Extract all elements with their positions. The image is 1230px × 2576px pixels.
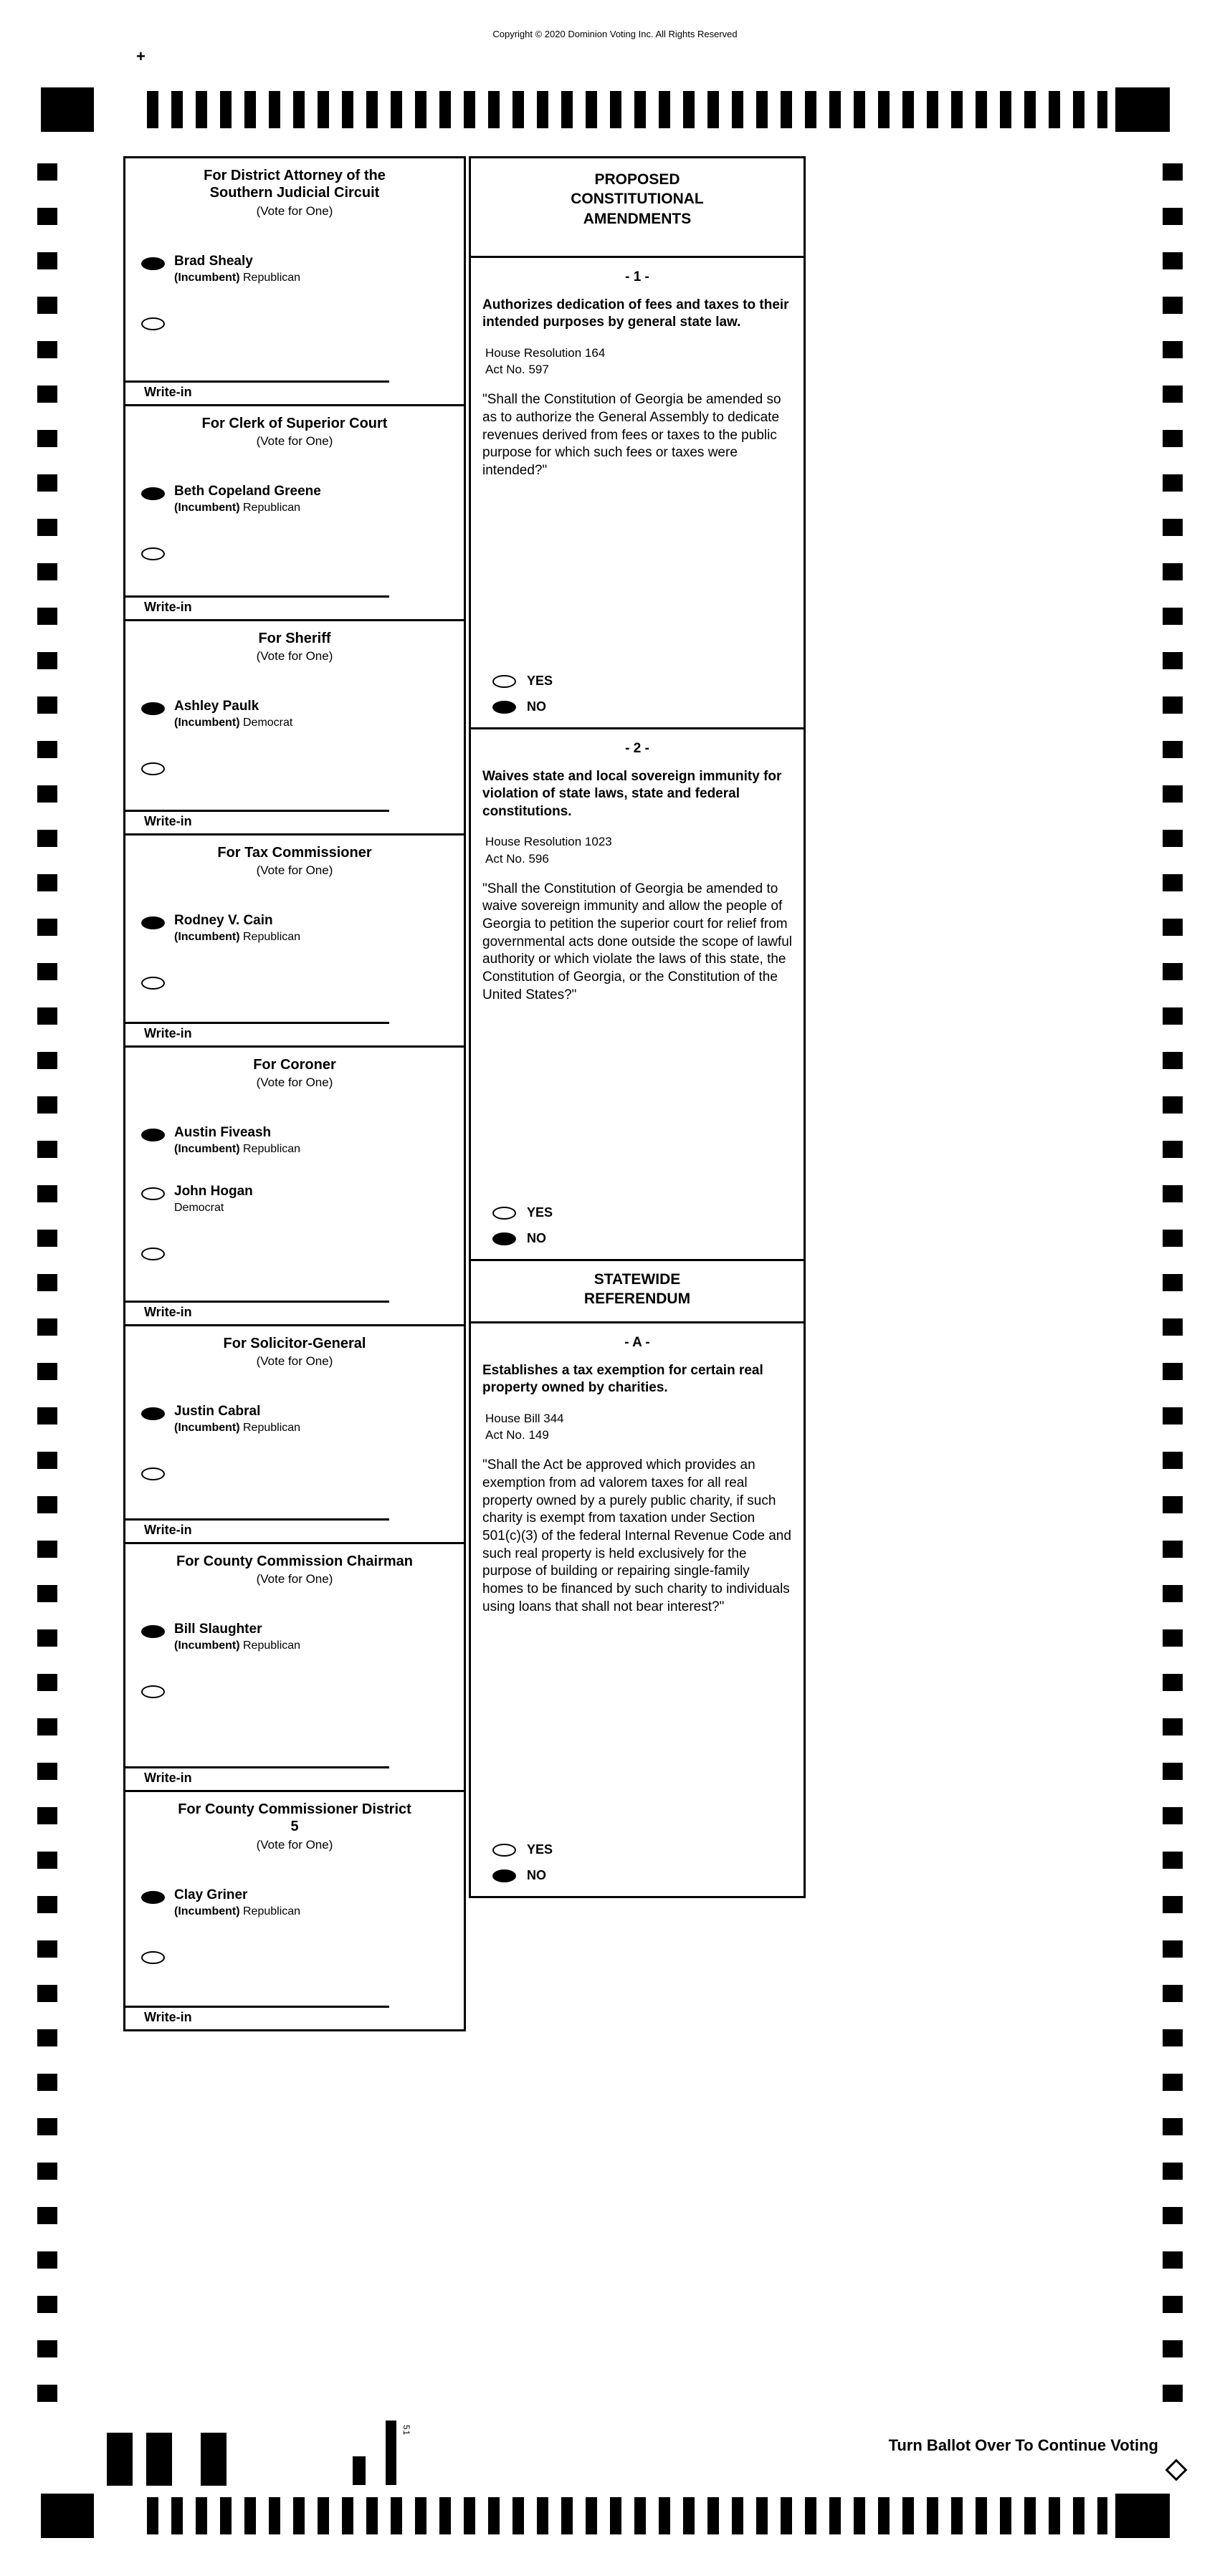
write-in-area (125, 1766, 464, 1790)
incumbent-label: (Incumbent) (174, 1639, 240, 1652)
vote-for-label: (Vote for One) (256, 649, 333, 664)
candidate-name: Clay Griner (174, 1887, 248, 1902)
amendments-header (469, 156, 806, 258)
ballot-oval[interactable] (141, 1625, 165, 1638)
copyright-text: Copyright © 2020 Dominion Voting Inc. All Rights Reserved (492, 29, 738, 39)
vote-for-label: (Vote for One) (256, 1837, 333, 1852)
measure-number: - 2 - (625, 741, 649, 756)
diamond-registration-icon (1165, 2458, 1187, 2481)
incumbent-label: (Incumbent) (174, 1905, 240, 1917)
no-option (492, 699, 792, 714)
candidate-detail (174, 1143, 300, 1156)
yes-no-options (482, 1832, 792, 1887)
ballot-oval[interactable] (141, 487, 165, 500)
ballot-oval[interactable] (141, 702, 165, 715)
contest-clerk-superior-court (123, 404, 466, 621)
vote-for-label: (Vote for One) (256, 1572, 333, 1586)
ballot-oval[interactable] (141, 1407, 165, 1420)
vote-for-label: (Vote for One) (256, 204, 333, 218)
write-in-line[interactable] (125, 810, 389, 812)
timing-block-top-right (1115, 87, 1170, 132)
write-in-label: Write-in (144, 2010, 192, 2024)
party-label: Republican (243, 502, 301, 514)
ballot-oval[interactable] (141, 916, 165, 929)
timing-block-top-left (41, 87, 94, 132)
ballot-oval[interactable] (492, 701, 516, 714)
contest-title: For District Attorney of the Southern Judicial Circuit (204, 168, 386, 201)
timing-block-bottom-right (1115, 2494, 1170, 2538)
ballot-oval[interactable] (492, 675, 516, 688)
ballot-code-bar (353, 2456, 366, 2485)
amendments-header-text: PROPOSED CONSTITUTIONAL AMENDMENTS (571, 171, 704, 227)
ballot-oval[interactable] (141, 1685, 165, 1698)
timing-marks-right (1163, 163, 1183, 2410)
measure-number: - 1 - (625, 269, 649, 284)
write-in-option (141, 1685, 464, 1698)
candidate-text (174, 1126, 300, 1156)
contest-solicitor-general (123, 1324, 466, 1544)
contest-title: For Tax Commissioner (217, 845, 372, 861)
candidate-name: Justin Cabral (174, 1404, 261, 1419)
write-in-label: Write-in (144, 600, 192, 614)
timing-block-bottom-left (41, 2494, 94, 2538)
contest-title: For Solicitor-General (223, 1336, 366, 1351)
ballot-code-bar (146, 2433, 172, 2486)
write-in-line[interactable] (125, 595, 389, 598)
candidate-detail (174, 1639, 300, 1652)
timing-marks-left (37, 163, 57, 2410)
measure-number: - A - (624, 1335, 650, 1350)
amendment-2 (469, 727, 806, 1261)
ballot-code-bar (201, 2433, 227, 2486)
referendum-header-text: STATEWIDE REFERENDUM (583, 1271, 691, 1308)
write-in-option (141, 547, 464, 560)
contest-title: For Sheriff (258, 631, 331, 646)
incumbent-label: (Incumbent) (174, 1143, 240, 1156)
yes-no-options (482, 663, 792, 719)
candidate-detail (174, 502, 321, 514)
write-in-option (141, 317, 464, 330)
ballot-oval[interactable] (141, 1891, 165, 1904)
contest-county-commission-chairman (123, 1542, 466, 1792)
no-label: NO (527, 1231, 546, 1245)
party-label: Republican (243, 931, 301, 944)
yes-option (492, 1205, 792, 1220)
timing-marks-top (147, 91, 1107, 128)
measures-column (469, 156, 806, 1898)
write-in-label: Write-in (144, 1305, 192, 1319)
incumbent-label: (Incumbent) (174, 1422, 240, 1435)
write-in-area (125, 595, 464, 619)
amendment-1 (469, 256, 806, 729)
write-in-area (125, 1301, 464, 1324)
candidate-option (141, 1404, 454, 1435)
write-in-option (141, 1467, 464, 1480)
yes-label: YES (527, 1842, 553, 1857)
contest-district-attorney (123, 156, 466, 406)
referendum-a (469, 1321, 806, 1898)
write-in-option (141, 1248, 464, 1260)
no-label: NO (527, 699, 546, 714)
no-label: NO (527, 1868, 546, 1882)
contest-title: For County Commissioner District 5 (178, 1801, 411, 1835)
write-in-area (125, 810, 464, 833)
write-in-area (125, 380, 464, 404)
incumbent-label: (Incumbent) (174, 271, 240, 284)
ballot-oval[interactable] (141, 1951, 165, 1964)
candidate-text (174, 254, 300, 284)
candidate-option (141, 254, 454, 284)
contest-title: For County Commission Chairman (176, 1553, 414, 1569)
write-in-label: Write-in (144, 814, 192, 828)
candidate-name: Rodney V. Cain (174, 913, 273, 929)
party-label: Republican (243, 1905, 301, 1917)
candidate-option (141, 484, 454, 514)
ballot-oval[interactable] (141, 1248, 165, 1260)
contest-title: For Coroner (253, 1057, 336, 1073)
party-label: Democrat (243, 717, 293, 729)
write-in-line[interactable] (125, 1022, 389, 1024)
candidate-detail (174, 1202, 253, 1215)
candidate-text (174, 1888, 300, 1918)
candidate-text (174, 1404, 300, 1435)
candidate-name: Beth Copeland Greene (174, 484, 321, 499)
write-in-label: Write-in (144, 385, 192, 399)
incumbent-label: (Incumbent) (174, 502, 240, 514)
ballot-oval[interactable] (141, 1467, 165, 1480)
measure-ref-line: House Bill 344 (485, 1411, 564, 1425)
referendum-header (469, 1259, 806, 1323)
measure-references (485, 345, 792, 379)
candidate-text (174, 914, 300, 944)
no-option (492, 1231, 792, 1246)
candidate-option (141, 1126, 454, 1156)
candidate-option (141, 1622, 454, 1652)
measure-question: "Shall the Act be approved which provides an exemption from ad valorem taxes for all real property owned by a purely public charity, if such charity is exempt from taxation under Section 501(c)(3) of the federal Internal Revenue Code and such real property is held exclusively for the purpose of building or repairing single-family homes to be financed by such charity to individuals using loans that shall not bear interest?" (482, 1457, 791, 1614)
candidate-detail (174, 1422, 300, 1435)
write-in-option (141, 762, 464, 775)
candidate-text (174, 699, 292, 729)
party-label: Republican (243, 1639, 301, 1652)
measure-summary: Waives state and local sovereign immunity for violation of state laws, state and federal constitutions. (482, 769, 782, 819)
vote-for-label: (Vote for One) (256, 863, 333, 878)
measure-references (485, 1410, 792, 1445)
yes-option (492, 674, 792, 689)
candidate-option (141, 1888, 454, 1918)
ballot-oval[interactable] (141, 762, 165, 775)
candidate-name: Ashley Paulk (174, 699, 259, 714)
measure-question: "Shall the Constitution of Georgia be amended to waive sovereign immunity and allow the people of Georgia to petition the superior court for relief from governmental acts done outside the scope of lawful authority or which violate the laws of this state, the Constitution of Georgia, or the Constitution of the United States?" (482, 881, 792, 1002)
write-in-line[interactable] (125, 1301, 389, 1303)
candidate-contests-column (123, 156, 466, 2031)
party-label: Republican (243, 1422, 301, 1435)
stub-code: 51 (401, 2425, 411, 2436)
ballot-oval[interactable] (492, 1844, 516, 1857)
vote-for-label: (Vote for One) (256, 1076, 333, 1090)
write-in-line[interactable] (125, 1766, 389, 1768)
candidate-detail (174, 272, 300, 284)
write-in-option (141, 1951, 464, 1964)
no-option (492, 1868, 792, 1883)
measure-ref-line: House Resolution 1023 (485, 834, 612, 848)
ballot-oval[interactable] (141, 317, 165, 330)
write-in-area (125, 1518, 464, 1542)
incumbent-label: (Incumbent) (174, 717, 240, 729)
write-in-line[interactable] (125, 2006, 389, 2008)
measure-question: "Shall the Constitution of Georgia be amended so as to authorize the General Assembly to dedicate revenues derived from fees or taxes to the public purpose for which such fees or taxes were intended?" (482, 392, 781, 478)
write-in-label: Write-in (144, 1523, 192, 1537)
yes-option (492, 1842, 792, 1857)
candidate-option (141, 914, 454, 944)
ballot-oval[interactable] (141, 1129, 165, 1141)
ballot-oval[interactable] (492, 1232, 516, 1245)
contest-tax-commissioner (123, 833, 466, 1048)
contest-sheriff (123, 619, 466, 835)
write-in-option (141, 977, 464, 990)
incumbent-label: (Incumbent) (174, 931, 240, 944)
candidate-option (141, 699, 454, 729)
measure-ref-line: Act No. 597 (485, 363, 549, 377)
contest-county-commissioner-district-5 (123, 1790, 466, 2031)
registration-plus-mark: + (136, 47, 146, 65)
party-label: Republican (243, 271, 301, 284)
ballot-code-bar (386, 2421, 396, 2485)
candidate-text (174, 484, 321, 514)
party-label: Democrat (174, 1202, 224, 1215)
yes-label: YES (527, 1205, 553, 1220)
candidate-detail (174, 1905, 300, 1918)
candidate-option (141, 1184, 454, 1215)
write-in-label: Write-in (144, 1026, 192, 1040)
candidate-text (174, 1184, 253, 1215)
write-in-label: Write-in (144, 1771, 192, 1785)
measure-ref-line: House Resolution 164 (485, 345, 606, 360)
timing-marks-bottom (147, 2497, 1107, 2534)
vote-for-label: (Vote for One) (256, 1354, 333, 1369)
write-in-line[interactable] (125, 380, 389, 383)
candidate-name: Bill Slaughter (174, 1622, 262, 1637)
yes-no-options (482, 1194, 792, 1250)
ballot-code-bar (107, 2433, 133, 2486)
measure-summary: Establishes a tax exemption for certain real property owned by charities. (482, 1363, 763, 1396)
ballot-oval[interactable] (492, 1869, 516, 1882)
candidate-text (174, 1622, 300, 1652)
candidate-name: Austin Fiveash (174, 1125, 272, 1141)
ballot-oval[interactable] (141, 547, 165, 560)
candidate-name: John Hogan (174, 1184, 253, 1200)
measure-summary: Authorizes dedication of fees and taxes to their intended purposes by general state law. (482, 297, 789, 330)
candidate-detail (174, 717, 292, 729)
candidate-detail (174, 931, 300, 944)
ballot-oval[interactable] (492, 1207, 516, 1220)
ballot-oval[interactable] (141, 257, 165, 270)
measure-ref-line: Act No. 149 (485, 1428, 549, 1442)
turn-ballot-over-instruction: Turn Ballot Over To Continue Voting (888, 2436, 1158, 2454)
ballot-oval[interactable] (141, 1187, 165, 1200)
party-label: Republican (243, 1143, 301, 1156)
yes-label: YES (527, 674, 553, 688)
write-in-line[interactable] (125, 1518, 389, 1521)
write-in-area (125, 2006, 464, 2029)
ballot-oval[interactable] (141, 977, 165, 990)
measure-ref-line: Act No. 596 (485, 851, 549, 866)
write-in-area (125, 1022, 464, 1045)
contest-title: For Clerk of Superior Court (201, 416, 388, 431)
vote-for-label: (Vote for One) (256, 434, 333, 449)
candidate-name: Brad Shealy (174, 253, 253, 269)
contest-coroner (123, 1045, 466, 1326)
measure-references (485, 833, 792, 868)
